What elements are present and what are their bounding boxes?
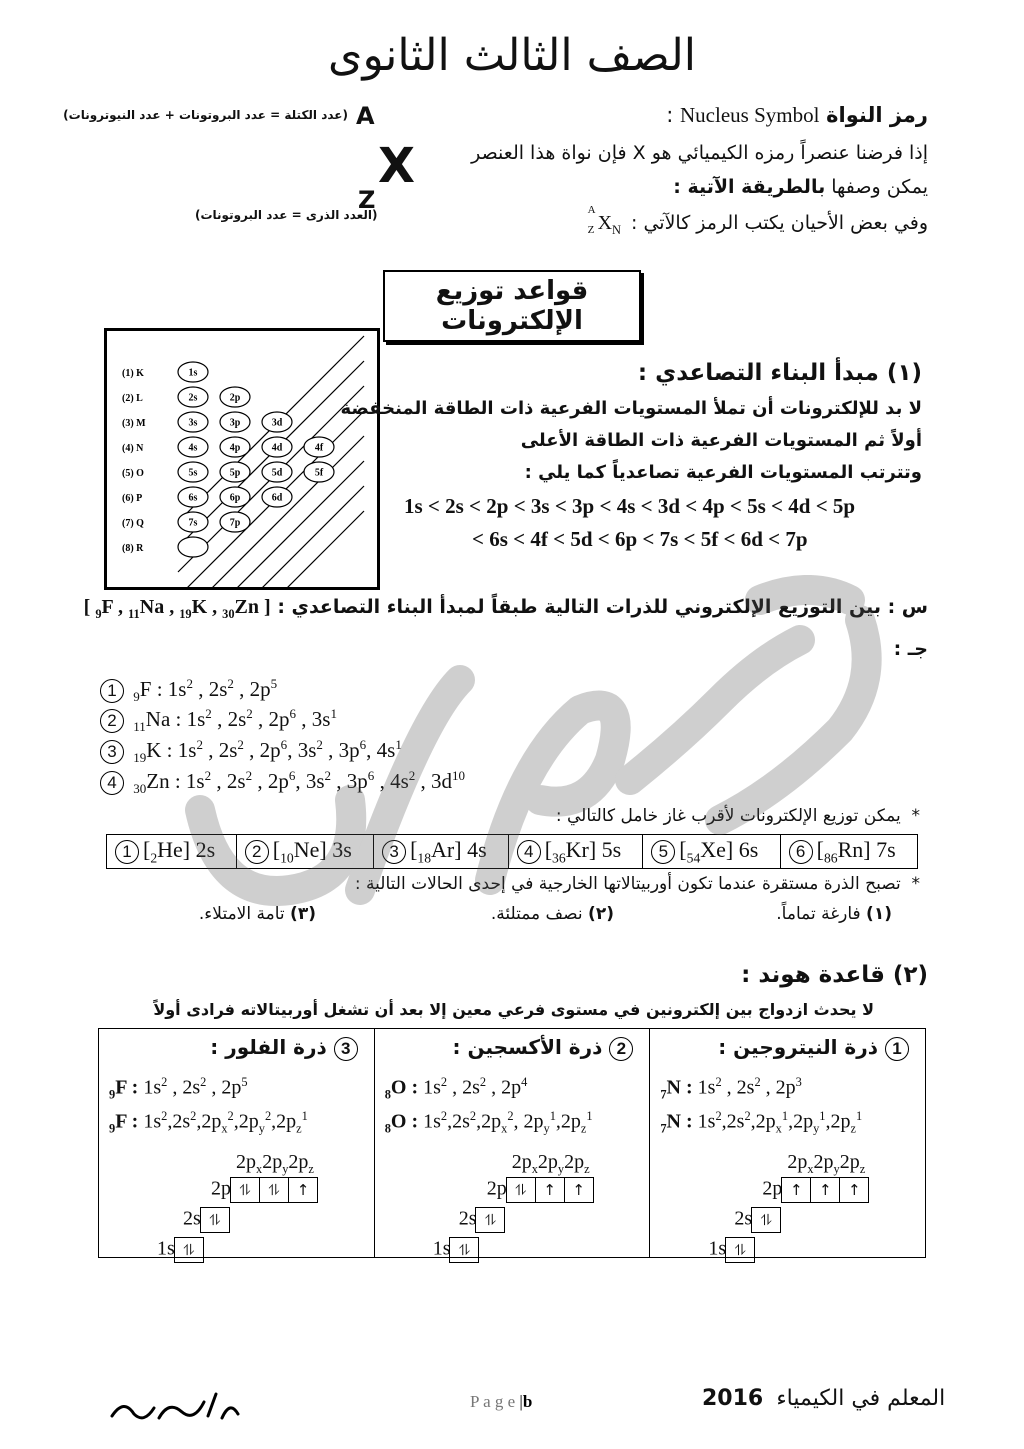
nitrogen-2p-row: 2p ↑ ↑ ↑ bbox=[762, 1177, 869, 1203]
noble-gas-cell: 5 $[_{54}Xe]$ 6s bbox=[643, 835, 780, 869]
aufbau-p3: وتترتب المستويات الفرعية تصاعدياً كما يلي : bbox=[524, 462, 922, 483]
hund-rule: لا يحدث ازدواج بين إلكترونين في مستوى فرعي معين إلا بعد أن تشغل أوربيتالاته فرادى أولاً bbox=[153, 1000, 874, 1019]
diagram-orbital-label: 7p bbox=[229, 517, 241, 529]
diagram-orbital-label: 3p bbox=[229, 417, 241, 429]
diagram-orbital-label: 5d bbox=[271, 467, 283, 479]
section-title-box: قواعد توزيع الإلكترونات bbox=[383, 270, 641, 342]
fluorine-p-labels: $2p_x2p_y2p_z$ bbox=[236, 1151, 314, 1176]
diagram-level-label: (3) M bbox=[122, 418, 146, 429]
fluorine-config-2: $_9$F : $1s^2,2s^2,2p_x^2,2p_y^2,2p_z^1$ bbox=[109, 1109, 308, 1136]
stability-note-text: تصبح الذرة مستقرة عندما تكون أوربيتالاتها الخارجية في إحدى الحالات التالية : bbox=[354, 874, 901, 894]
nitrogen-config-2: $_7$N : $1s^2,2s^2,2p_x^1,2p_y^1,2p_z^1$ bbox=[660, 1109, 863, 1136]
answer-2-number: 2 bbox=[100, 709, 124, 733]
nitrogen-2s-row: 2s ⥮ bbox=[734, 1207, 781, 1233]
diagram-orbital-label: 3s bbox=[188, 417, 198, 429]
diagram-orbital bbox=[178, 537, 208, 557]
answer-4: 4 $_{30}$Zn : $1s^2$ , $2s^2$ , $2p^6$, $3s^2$ , $3p^6$ , $4s^2$ , $3d^{10}$ bbox=[100, 768, 465, 797]
nucleus-line2 bbox=[673, 176, 928, 198]
noble-gas-cell: 6 $[_{86}Rn]$ 7s bbox=[780, 835, 917, 869]
oxygen-p-labels: $2p_x2p_y2p_z$ bbox=[511, 1151, 590, 1176]
answer-4-number: 4 bbox=[100, 771, 124, 795]
hund-cell-nitrogen bbox=[650, 1029, 926, 1258]
answer-2: 2 $_{11}$Na : $1s^2$ , $2s^2$ , $2p^6$ , $3s^1$ bbox=[100, 706, 337, 735]
noble-note-star: * bbox=[911, 806, 920, 826]
fluorine-2p-row: 2p ⥮ ⥮ ↑ bbox=[211, 1177, 318, 1203]
nucleus-heading: رمز النواة Nucleus Symbol : bbox=[666, 103, 928, 127]
answer-3: 3 $_{19}$K : $1s^2$ , $2s^2$ , $2p^6$, $3s^2$ , $3p^6$, $4s^1$ bbox=[100, 737, 402, 766]
aufbau-p1: لا بد للإلكترونات أن تملأ المستويات الفرعية ذات الطاقة المنخفضة bbox=[340, 398, 922, 419]
noble-gas-cell: 1 $[_2He]$ 2s bbox=[107, 835, 237, 869]
nuclear-symbol-Z: Z bbox=[358, 186, 376, 214]
stability-case-2: (٢) نصف ممتلئة. bbox=[490, 904, 614, 924]
fluorine-config-1: $_9$F : $1s^2$ , $2s^2$ , $2p^5$ bbox=[109, 1075, 248, 1102]
diagram-level-label: (4) N bbox=[122, 443, 144, 454]
diagram-orbital-label: 5f bbox=[314, 467, 324, 479]
nucleus-line3-text: وفي بعض الأحيان يكتب الرمز كالآتي : bbox=[631, 212, 928, 234]
diagram-orbital-label: 5p bbox=[229, 467, 241, 479]
noble-gas-cell-number: 3 bbox=[382, 840, 406, 864]
diagram-level-label: (7) Q bbox=[122, 518, 144, 529]
noble-gas-cell: 4 $[_{36}Kr]$ 5s bbox=[508, 835, 643, 869]
diagram-orbital-label: 4p bbox=[229, 442, 241, 454]
oxygen-config-1: $_8$O : $1s^2$ , $2s^2$ , $2p^4$ bbox=[384, 1075, 528, 1102]
oxygen-2p-row: 2p ⥮ ↑ ↑ bbox=[487, 1177, 594, 1203]
nucleus-line2-b: بالطريقة الآتية : bbox=[673, 176, 826, 198]
atomic-number-label: (العدد الذرى = عدد البروتونات) bbox=[195, 208, 378, 222]
nucleus-line1: إذا فرضنا عنصراً رمزه الكيميائي هو X فإن نواة هذا العنصر bbox=[471, 142, 928, 164]
fluorine-2s-row: 2s ⥮ bbox=[183, 1207, 230, 1233]
oxygen-2s-row: 2s ⥮ bbox=[459, 1207, 506, 1233]
aufbau-order-1: 1s < 2s < 2p < 3s < 3p < 4s < 3d < 4p < 5s < 4d < 5p bbox=[404, 494, 856, 518]
footer-signature bbox=[104, 1388, 244, 1428]
noble-gas-cell: 2 $[_{10}Ne]$ 3s bbox=[236, 835, 373, 869]
hund-heading: (٢) قاعدة هوند : bbox=[741, 962, 928, 988]
nitrogen-p-labels: $2p_x2p_y2p_z$ bbox=[787, 1151, 866, 1176]
watermark-signature bbox=[160, 560, 900, 940]
footer-page-number: b bbox=[522, 1392, 533, 1411]
noble-gas-cell-number: 5 bbox=[651, 840, 675, 864]
noble-gas-cell-number: 2 bbox=[245, 840, 269, 864]
diagram-orbital-label: 4s bbox=[188, 442, 198, 454]
hund-table bbox=[98, 1028, 926, 1258]
diagram-orbital-label: 6d bbox=[271, 492, 283, 504]
diagram-orbital-label: 3d bbox=[271, 417, 283, 429]
diagram-level-label: (8) R bbox=[122, 543, 144, 554]
answer-3-number: 3 bbox=[100, 740, 124, 764]
nucleus-heading-ar: رمز النواة bbox=[826, 103, 928, 127]
hund-cell-oxygen bbox=[374, 1029, 650, 1258]
aufbau-p2: أولاً ثم المستويات الفرعية ذات الطاقة الأعلى bbox=[520, 430, 922, 451]
nitrogen-config-1: $_7$N : $1s^2$ , $2s^2$ , $2p^3$ bbox=[660, 1075, 802, 1102]
nuclear-symbol-X: X bbox=[378, 138, 416, 194]
diagram-orbital-label: 4d bbox=[271, 442, 283, 454]
nucleus-line3 bbox=[587, 204, 928, 238]
footer-page-label: P a g e bbox=[470, 1392, 516, 1411]
oxygen-config-2: $_8$O : $1s^2,2s^2,2p_x^2$, $2p_y^1,2p_z^1$ bbox=[384, 1109, 593, 1136]
hund-cell-fluorine bbox=[99, 1029, 375, 1258]
nucleus-inline-symbol: A Z $X_N$ bbox=[587, 204, 621, 237]
stability-note-star: * bbox=[911, 874, 920, 894]
diagram-orbital-label: 6p bbox=[229, 492, 241, 504]
answer-1-number: 1 bbox=[100, 679, 124, 703]
question-atoms: [ $_9$F , $_{11}$Na , $_{19}$K , $_{30}$Zn ] bbox=[83, 596, 271, 621]
footer-year: 2016 bbox=[702, 1386, 764, 1411]
footer-book-title: المعلم في الكيمياء bbox=[776, 1386, 946, 1411]
diagram-level-label: (2) L bbox=[122, 393, 143, 404]
aufbau-order-2: < 6s < 4f < 5d < 6p < 7s < 5f < 6d < 7p bbox=[472, 527, 808, 551]
diagram-orbital-label: 1s bbox=[188, 367, 198, 379]
diagram-orbital-label: 5s bbox=[188, 467, 198, 479]
answer-label: جـ : bbox=[893, 638, 928, 660]
hund-cell-title-nitrogen: 1 ذرة النيتروجين : bbox=[718, 1035, 913, 1061]
diagram-orbital-label: 7s bbox=[188, 517, 198, 529]
diagram-level-label: (1) K bbox=[122, 368, 144, 379]
diagram-orbital-label: 6s bbox=[188, 492, 198, 504]
hund-cell-title-oxygen: 2 ذرة الأكسجين : bbox=[453, 1035, 638, 1061]
noble-gas-cell-number: 1 bbox=[115, 840, 139, 864]
diagram-orbital-label: 4f bbox=[314, 442, 324, 454]
nucleus-line2-a: يمكن وصفها bbox=[825, 176, 928, 198]
fluorine-1s-row: 1s ⥮ bbox=[157, 1237, 204, 1263]
nitrogen-1s-row: 1s ⥮ bbox=[708, 1237, 755, 1263]
mass-number-label: (عدد الكتلة = عدد البروتونات + عدد النيوترونات) bbox=[63, 108, 348, 122]
aufbau-diagram bbox=[104, 328, 380, 590]
page-header-title: الصف الثالث الثانوى bbox=[328, 30, 696, 81]
noble-gas-cell: 3 $[_{18}Ar]$ 4s bbox=[374, 835, 509, 869]
noble-gas-cell-number: 6 bbox=[789, 840, 813, 864]
noble-note-text: يمكن توزيع الإلكترونات لأقرب غاز خامل كالتالي : bbox=[555, 806, 901, 826]
diagram-level-label: (5) O bbox=[122, 468, 144, 479]
diagram-orbital-label: 2s bbox=[188, 392, 198, 404]
nuclear-symbol-A: A bbox=[356, 102, 375, 130]
oxygen-1s-row: 1s ⥮ bbox=[433, 1237, 480, 1263]
question-text: س : بين التوزيع الإلكتروني للذرات التالية طبقاً لمبدأ البناء التصاعدي : bbox=[277, 596, 928, 618]
hund-cell-title-fluorine: 3 ذرة الفلور : bbox=[210, 1035, 361, 1061]
stability-case-3: (٣) تامة الامتلاء. bbox=[198, 904, 316, 924]
nucleus-heading-en: Nucleus Symbol bbox=[680, 103, 820, 127]
diagram-level-label: (6) P bbox=[122, 493, 143, 504]
noble-gas-cell-number: 4 bbox=[517, 840, 541, 864]
diagram-orbital-label: 2p bbox=[229, 392, 241, 404]
footer-page: P a g e |b bbox=[470, 1392, 533, 1411]
answer-1: 1 $_9$F : $1s^2$ , $2s^2$ , $2p^5$ bbox=[100, 676, 277, 705]
stability-case-1: (١) فارغة تماماً. bbox=[776, 904, 892, 924]
aufbau-heading: (١) مبدأ البناء التصاعدي : bbox=[637, 360, 922, 386]
footer-book bbox=[702, 1386, 945, 1411]
